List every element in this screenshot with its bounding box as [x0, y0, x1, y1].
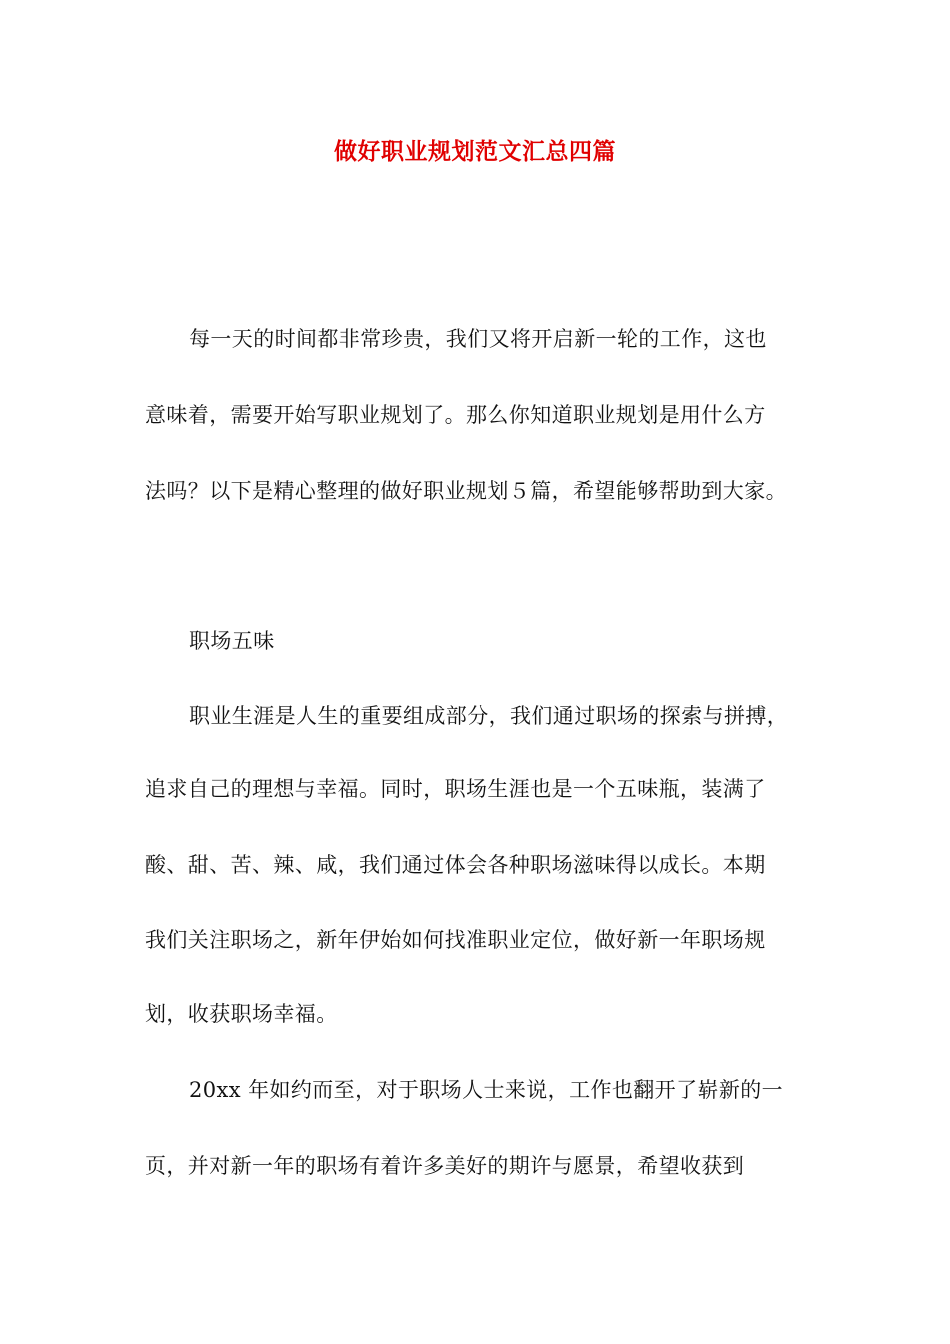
para1-line-3: 酸、甜、苦、辣、咸，我们通过体会各种职场滋味得以成长。本期: [145, 853, 766, 877]
para1-line-2: 追求自己的理想与幸福。同时，职场生涯也是一个五味瓶，装满了: [145, 777, 766, 801]
section-heading: 职场五味: [189, 629, 275, 653]
intro-line-3: 法吗？以下是精心整理的做好职业规划５篇，希望能够帮助到大家。: [145, 479, 787, 503]
para1-line-1: 职业生涯是人生的重要组成部分，我们通过职场的探索与拼搏，: [189, 704, 789, 728]
para2-line-1: 20xx 年如约而至，对于职场人士来说，工作也翻开了崭新的一: [189, 1078, 784, 1102]
para2-line-2: 页，并对新一年的职场有着许多美好的期许与愿景，希望收获到: [145, 1154, 745, 1178]
para1-line-4: 我们关注职场之，新年伊始如何找准职业定位，做好新一年职场规: [145, 928, 766, 952]
intro-line-1: 每一天的时间都非常珍贵，我们又将开启新一轮的工作，这也: [189, 327, 767, 351]
document-title: 做好职业规划范文汇总四篇: [334, 138, 616, 165]
para1-line-5: 划，收获职场幸福。: [145, 1002, 338, 1026]
intro-line-2: 意味着，需要开始写职业规划了。那么你知道职业规划是用什么方: [145, 403, 766, 427]
